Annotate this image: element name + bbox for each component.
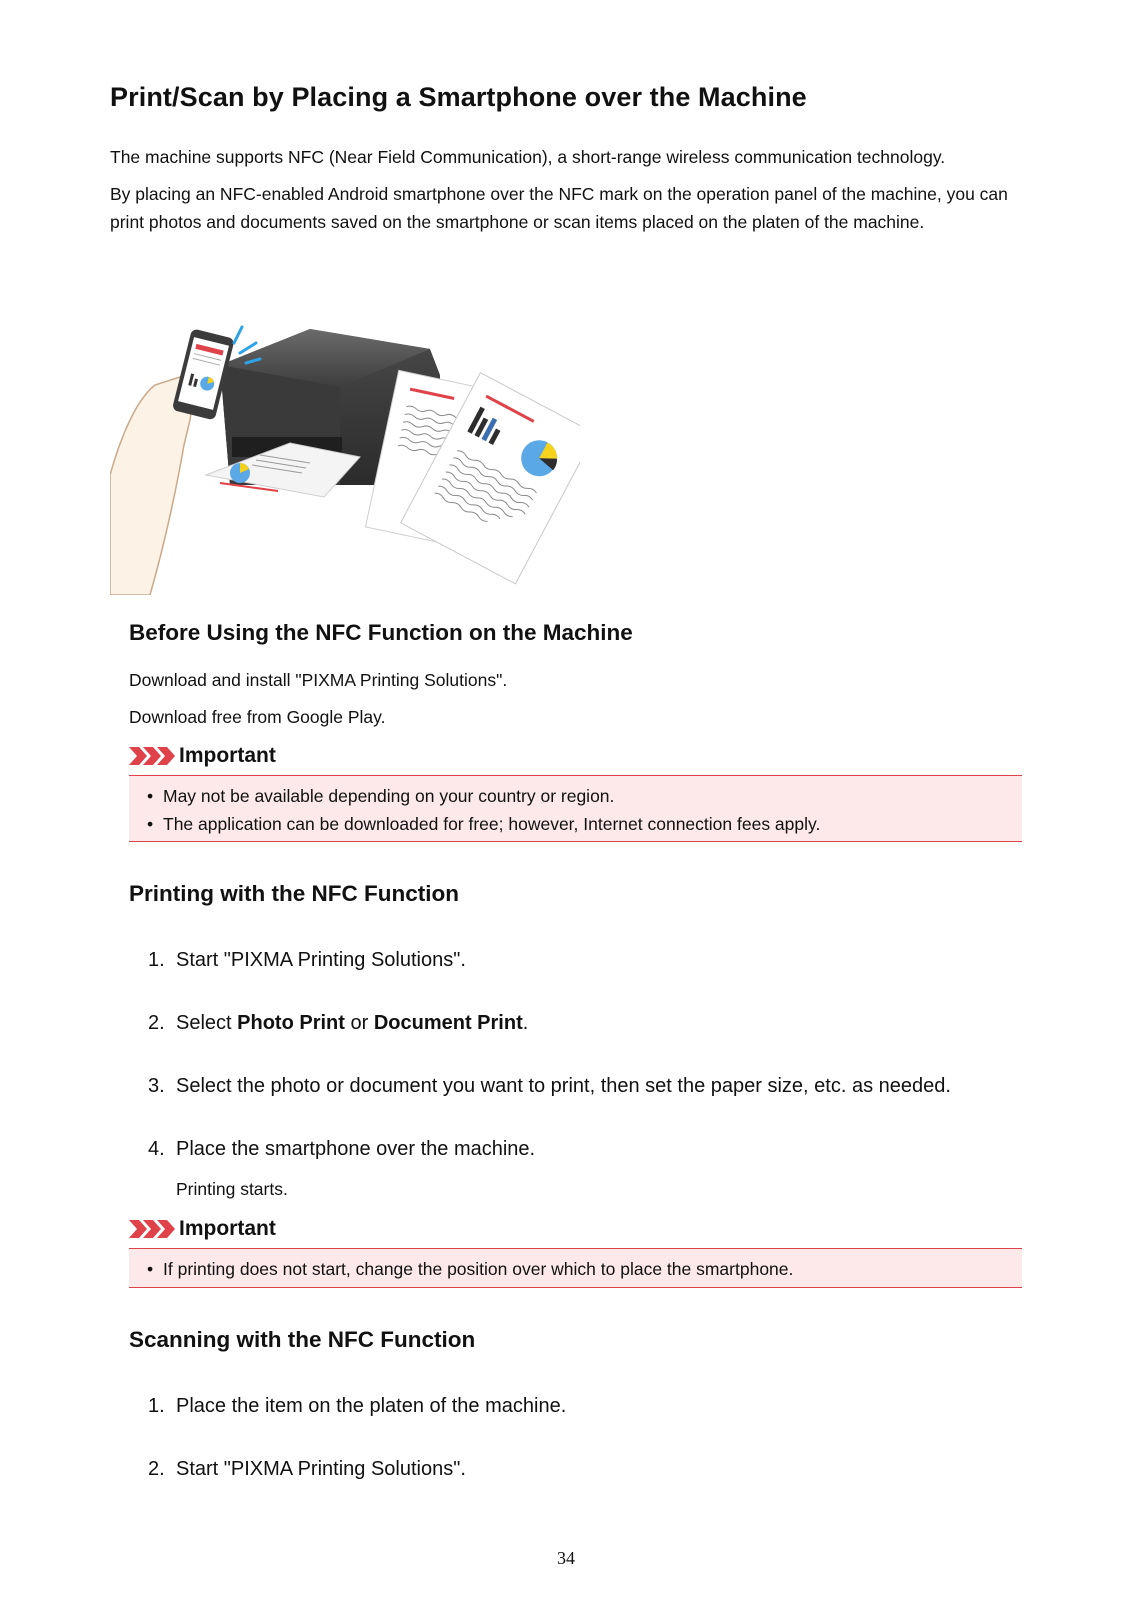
printing-step-4-result: Printing starts. <box>176 1179 288 1199</box>
section-heading-printing: Printing with the NFC Function <box>129 881 459 906</box>
important-item: • If printing does not start, change the position over which to place the smartphone. <box>129 1255 1022 1283</box>
important-label: Important <box>179 1217 276 1240</box>
printing-step-4: 4. Place the smartphone over the machine. <box>148 1138 536 1160</box>
page-number: 34 <box>557 1548 575 1568</box>
page-title: Print/Scan by Placing a Smartphone over the Machine <box>110 82 807 112</box>
scanning-step-2: 2. Start "PIXMA Printing Solutions". <box>148 1458 466 1480</box>
important-label: Important <box>179 744 276 767</box>
printing-step-1: 1. Start "PIXMA Printing Solutions". <box>148 949 466 971</box>
triple-chevron-icon <box>129 747 175 765</box>
section-heading-before: Before Using the NFC Function on the Machine <box>129 620 633 645</box>
section-heading-scanning: Scanning with the NFC Function <box>129 1327 476 1352</box>
scanning-step-1: 1. Place the item on the platen of the machine. <box>148 1395 567 1417</box>
triple-chevron-icon <box>129 1220 175 1238</box>
before-line-2: Download free from Google Play. <box>129 707 386 727</box>
important-box-1 <box>129 775 1022 842</box>
important-box-2 <box>129 1248 1022 1288</box>
before-line-1: Download and install "PIXMA Printing Solutions". <box>129 670 508 690</box>
important-heading-1 <box>129 742 276 770</box>
intro-paragraph-1: The machine supports NFC (Near Field Communication), a short-range wireless communication technology. <box>110 147 946 167</box>
intro-paragraph-2: By placing an NFC-enabled Android smartphone over the NFC mark on the operation panel of the machine, you can print photos and documents saved on the smartphone or scan items placed on the platen of the machine. <box>110 184 1008 232</box>
photo-print-label: Photo Print <box>237 1012 345 1034</box>
printing-step-3: 3. Select the photo or document you want to print, then set the paper size, etc. as needed. <box>148 1075 951 1097</box>
important-heading-2 <box>129 1215 276 1243</box>
document-print-label: Document Print <box>373 1012 523 1034</box>
printing-step-2: 2. Select Photo Print or Document Print. <box>148 1012 529 1034</box>
important-item: • The application can be downloaded for free; however, Internet connection fees apply. <box>129 810 1022 838</box>
important-item: • May not be available depending on your country or region. <box>129 782 1022 810</box>
smartphone-printer-illustration <box>110 325 580 595</box>
